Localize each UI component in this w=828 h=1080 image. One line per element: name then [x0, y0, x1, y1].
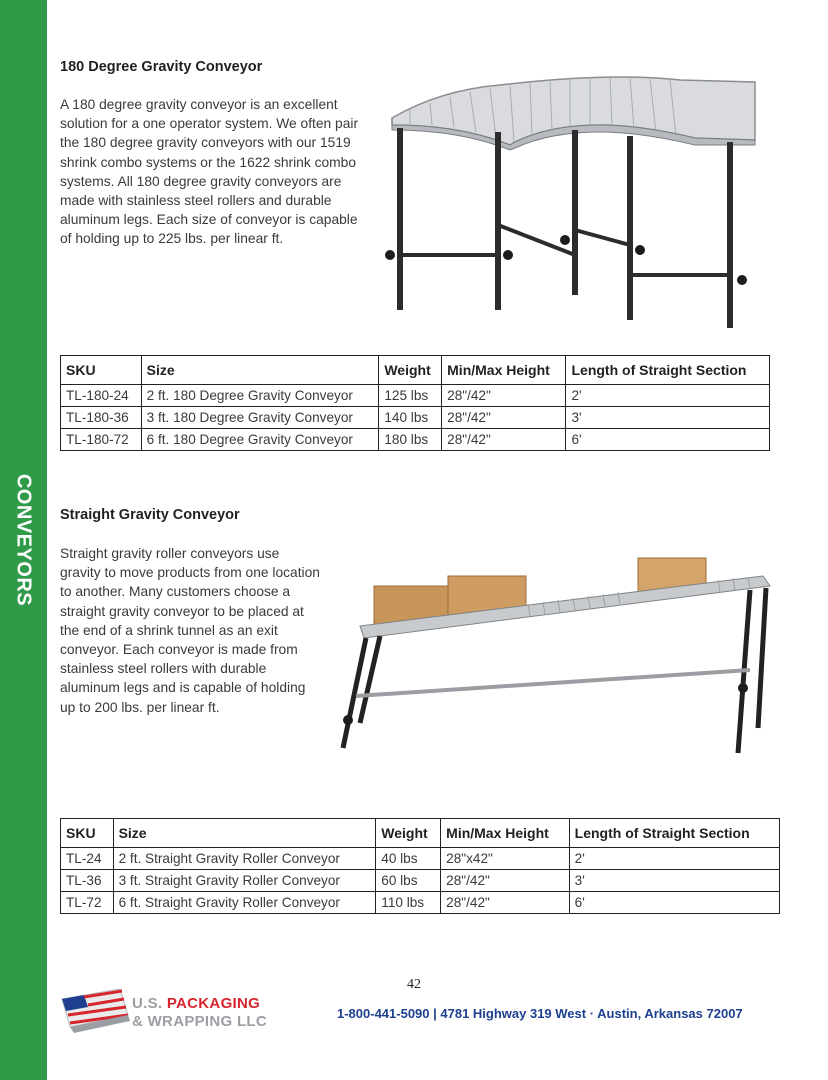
table-row: [61, 407, 770, 429]
section2-description: Straight gravity roller conveyors use gravity to move products from one location to another. Many customers choose a straight gravity conveyor to be placed at the end of a shrink tunnel as an exit conveyor. Each conveyor is made from stainless steel rollers with durable aluminum legs and is capable of holding up to 200 lbs. per linear ft.: [60, 546, 320, 715]
flag-logo-icon: [60, 985, 132, 1035]
straight-conveyor-image: [338, 548, 778, 758]
cell-weight: 110 lbs: [376, 892, 441, 914]
cell-height: 28"/42": [442, 407, 566, 429]
logo-us: U.S.: [132, 995, 167, 1012]
curved-conveyor-image: [380, 70, 770, 335]
cell-size: 2 ft. Straight Gravity Roller Conveyor: [113, 848, 376, 870]
cell-sku: TL-180-24: [61, 385, 142, 407]
col-height: Min/Max Height: [441, 819, 570, 848]
table-row: [61, 848, 780, 870]
cell-size: 3 ft. 180 Degree Gravity Conveyor: [141, 407, 379, 429]
logo-text-line1: [132, 995, 260, 1012]
cell-height: 28"x42": [441, 848, 570, 870]
col-length: Length of Straight Section: [569, 819, 779, 848]
table-row: [61, 870, 780, 892]
cell-weight: 40 lbs: [376, 848, 441, 870]
section2-title: Straight Gravity Conveyor: [60, 507, 240, 523]
section1-description: A 180 degree gravity conveyor is an excellent solution for a one operator system. We often pair the 180 degree gravity conveyors with our 1519 shrink combo systems or the 1622 shrink combo systems. All 180 degree gravity conveyors are made with stainless steel rollers and durable aluminum legs. Each size of conveyor is capable of holding up to 225 lbs. per linear ft.: [60, 97, 359, 247]
cell-height: 28"/42": [441, 870, 570, 892]
col-length: Length of Straight Section: [566, 356, 770, 385]
cell-length: 6': [569, 892, 779, 914]
cell-length: 3': [566, 407, 770, 429]
table-row: [61, 385, 770, 407]
col-sku: SKU: [61, 356, 142, 385]
cell-sku: TL-180-72: [61, 429, 142, 451]
table-row: [61, 429, 770, 451]
section1-title: 180 Degree Gravity Conveyor: [60, 59, 263, 75]
footer-contact: 1-800-441-5090 | 4781 Highway 319 West · Austin, Arkansas 72007: [337, 1006, 743, 1021]
cell-sku: TL-24: [61, 848, 114, 870]
logo-text-line2: & WRAPPING LLC: [132, 1013, 268, 1030]
cell-sku: TL-36: [61, 870, 114, 892]
cell-weight: 60 lbs: [376, 870, 441, 892]
section1-table: [60, 355, 770, 451]
col-height: Min/Max Height: [442, 356, 566, 385]
logo-packaging: PACKAGING: [166, 995, 261, 1012]
cell-weight: 125 lbs: [379, 385, 442, 407]
col-size: Size: [141, 356, 379, 385]
sidebar: [0, 0, 47, 1080]
cell-length: 2': [569, 848, 779, 870]
cell-sku: TL-72: [61, 892, 114, 914]
section2-table: [60, 818, 780, 914]
table-header-row: [61, 819, 780, 848]
col-sku: SKU: [61, 819, 114, 848]
table-header-row: [61, 356, 770, 385]
col-weight: Weight: [379, 356, 442, 385]
col-weight: Weight: [376, 819, 441, 848]
cell-length: 3': [569, 870, 779, 892]
cell-sku: TL-180-36: [61, 407, 142, 429]
cell-height: 28"/42": [441, 892, 570, 914]
sidebar-label: CONVEYORS: [12, 473, 35, 607]
cell-size: 6 ft. Straight Gravity Roller Conveyor: [113, 892, 376, 914]
page-number: 42: [407, 977, 421, 992]
company-logo: [60, 985, 290, 1035]
cell-weight: 140 lbs: [379, 407, 442, 429]
cell-size: 3 ft. Straight Gravity Roller Conveyor: [113, 870, 376, 892]
cell-length: 2': [566, 385, 770, 407]
cell-size: 2 ft. 180 Degree Gravity Conveyor: [141, 385, 379, 407]
cell-length: 6': [566, 429, 770, 451]
table-row: [61, 892, 780, 914]
cell-weight: 180 lbs: [379, 429, 442, 451]
cell-size: 6 ft. 180 Degree Gravity Conveyor: [141, 429, 379, 451]
col-size: Size: [113, 819, 376, 848]
cell-height: 28"/42": [442, 429, 566, 451]
cell-height: 28"/42": [442, 385, 566, 407]
